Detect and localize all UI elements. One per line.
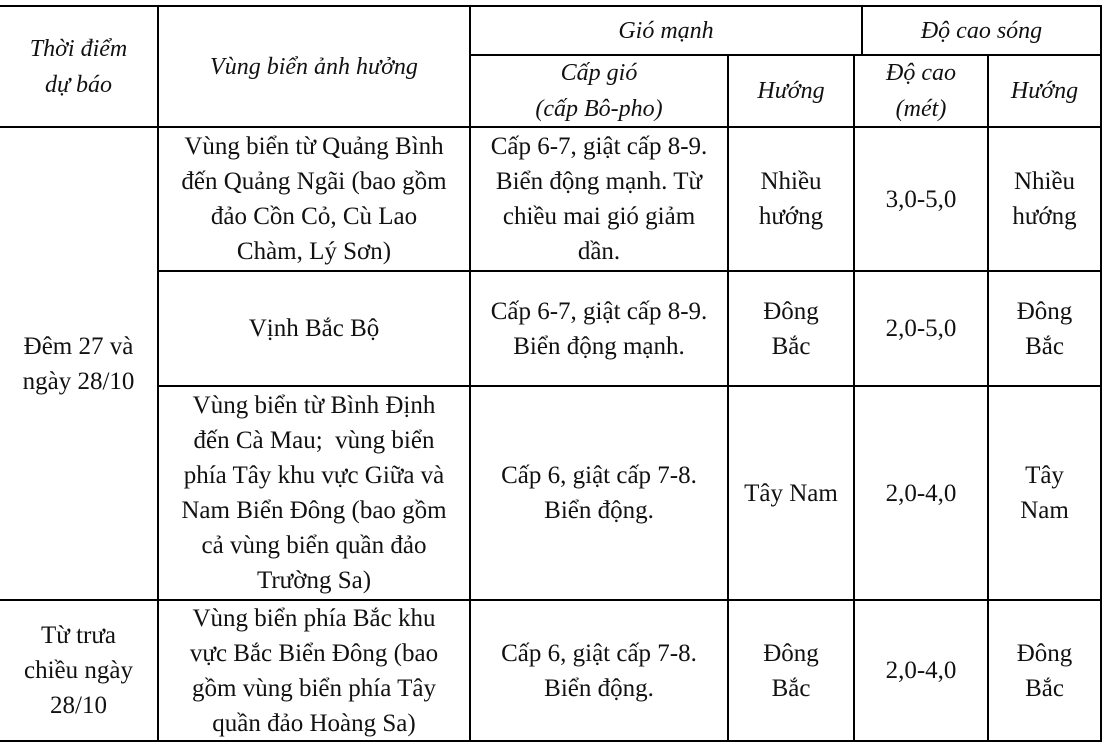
- row-4-wave-direction: Đông Bắc: [1016, 639, 1073, 702]
- header-wind-group: Gió mạnh: [618, 17, 714, 44]
- row-2-wave-height: 2,0-5,0: [885, 315, 957, 342]
- header-wave-height: Độ cao (mét): [886, 60, 956, 122]
- header-region: Vùng biển ảnh hưởng: [210, 53, 418, 80]
- time-group-2: Từ trưa chiều ngày 28/10: [24, 622, 133, 719]
- header-time: Thời điểm dự báo: [29, 35, 128, 98]
- table-border-bottom: [0, 740, 1102, 742]
- header-wind-level: Cấp gió (cấp Bô-pho): [535, 60, 663, 122]
- row-2-wind-direction: Đông Bắc: [763, 297, 819, 360]
- header-wave-group: Độ cao sóng: [920, 17, 1043, 44]
- row-4-wave-height: 2,0-4,0: [885, 657, 957, 684]
- header-wind-direction: Hướng: [757, 78, 825, 104]
- row-1-wave-height: 3,0-5,0: [885, 185, 957, 213]
- row-4-wind-direction: Đông Bắc: [763, 639, 819, 702]
- table-border-right: [1100, 5, 1102, 742]
- row-3-region: Vùng biển từ Bình Định đến Cà Mau; vùng biển phía Tây khu vực Giữa và Nam Biển Đông (bao gồm cả vùng biển quần đảo Trường Sa): [181, 392, 447, 594]
- row-1-wave-direction: Nhiều hướng: [1012, 168, 1077, 230]
- row-4-region: Vùng biển phía Bắc khu vực Bắc Biển Đông (bao gồm vùng biển phía Tây quần đảo Hoàng Sa): [189, 604, 439, 737]
- row-2-wind-level: Cấp 6-7, giật cấp 8-9. Biển động mạnh.: [490, 297, 708, 360]
- row-1-wind-direction: Nhiều hướng: [758, 168, 824, 230]
- time-group-1: Đêm 27 và ngày 28/10: [22, 332, 135, 395]
- row-3-wave-height: 2,0-4,0: [885, 479, 957, 507]
- row-3-wave-direction: Tây Nam: [1020, 462, 1069, 524]
- row-1-wind-level: Cấp 6-7, giật cấp 8-9. Biển động mạnh. Từ chiều mai gió giảm dần.: [490, 133, 708, 265]
- header-wave-direction: Hướng: [1010, 78, 1079, 104]
- row-2-wave-direction: Đông Bắc: [1016, 297, 1073, 360]
- row-2-region: Vịnh Bắc Bộ: [248, 315, 380, 342]
- row-1-region: Vùng biển từ Quảng Bình đến Quảng Ngãi (bao gồm đảo Cồn Cỏ, Cù Lao Chàm, Lý Sơn): [181, 133, 447, 265]
- row-4-wind-level: Cấp 6, giật cấp 7-8. Biển động.: [501, 639, 697, 702]
- row-3-wind-direction: Tây Nam: [744, 479, 838, 507]
- row-3-wind-level: Cấp 6, giật cấp 7-8. Biển động.: [501, 462, 697, 524]
